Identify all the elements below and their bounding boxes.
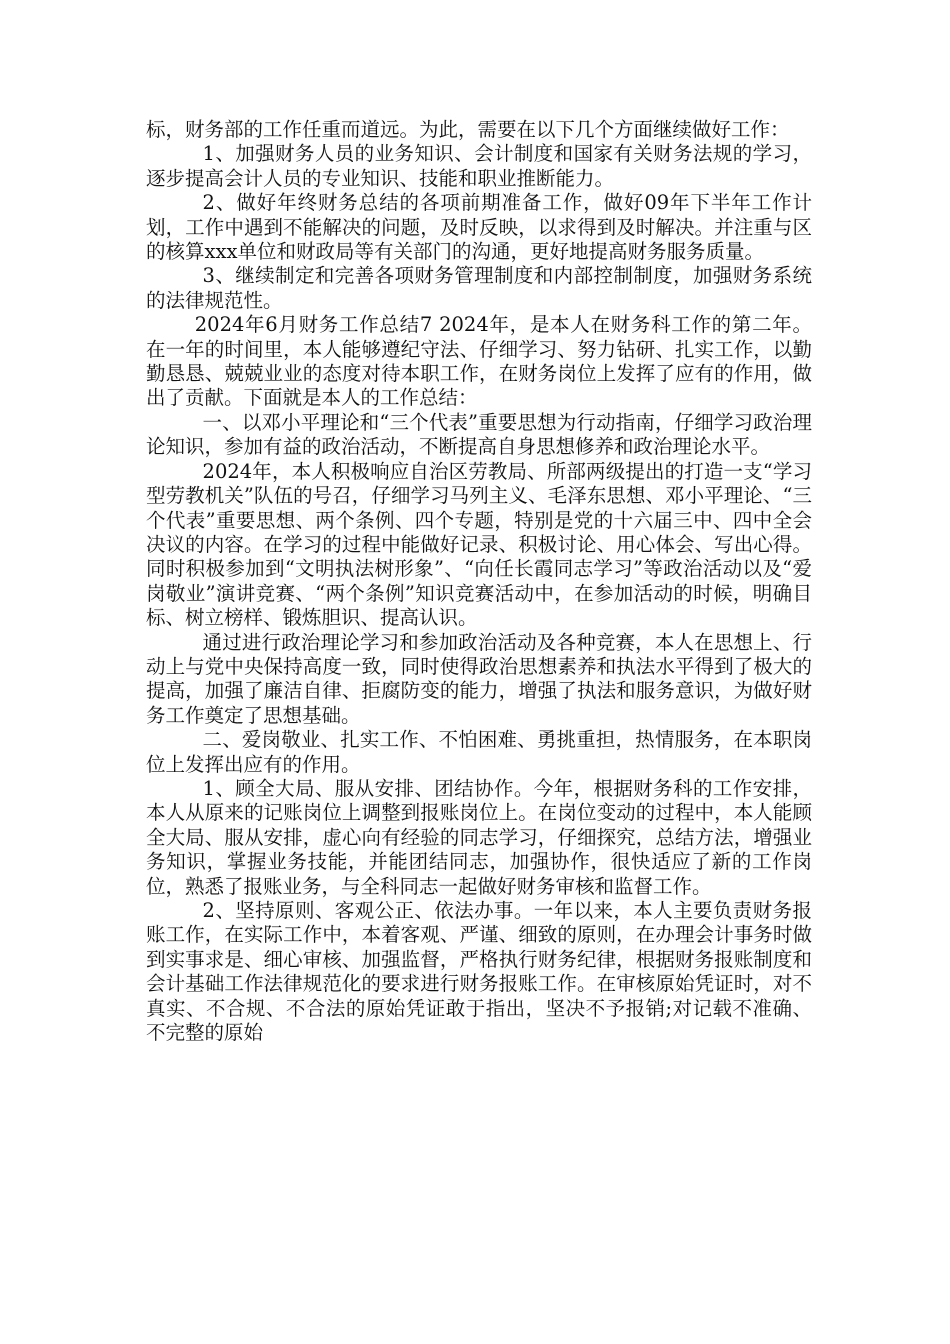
paragraph-3: 3、继续制定和完善各项财务管理制度和内部控制制度，加强财务系统的法律规范性。 — [146, 264, 812, 312]
paragraph-6: 2024年，本人积极响应自治区劳教局、所部两级提出的打造一支“学习型劳教机关”队伍的号召，仔细学习马列主义、毛泽东思想、邓小平理论、“三个代表”重要思想、两个条例、四个专题，特别是党的十六届三中、四中全会决议的内容。在学习的过程中能做好记录、积极讨论、用心体会、写出心得。同时积极参加到“文明执法树形象”、“向任长霞同志学习”等政治活动以及“爱岗敬业”演讲竞赛、“两个条例”知识竞赛活动中，在参加活动的时候，明确目标、树立榜样、锻炼胆识、提高认识。 — [146, 459, 812, 630]
paragraph-9: 1、顾全大局、服从安排、团结协作。今年，根据财务科的工作安排，本人从原来的记账岗位上调整到报账岗位上。在岗位变动的过程中，本人能顾全大局、服从安排，虚心向有经验的同志学习，仔细探究，总结方法，增强业务知识，掌握业务技能，并能团结同志，加强协作，很快适应了新的工作岗位，熟悉了报账业务，与全科同志一起做好财务审核和监督工作。 — [146, 776, 812, 898]
paragraph-5: 一、以邓小平理论和“三个代表”重要思想为行动指南，仔细学习政治理论知识，参加有益的政治活动，不断提高自身思想修养和政治理论水平。 — [146, 410, 812, 459]
paragraph-1: 1、加强财务人员的业务知识、会计制度和国家有关财务法规的学习，逐步提高会计人员的专业知识、技能和职业推断能力。 — [146, 142, 812, 190]
document-body — [146, 118, 812, 1045]
paragraph-7: 通过进行政治理论学习和参加政治活动及各种竞赛，本人在思想上、行动上与党中央保持高度一致，同时使得政治思想素养和执法水平得到了极大的提高，加强了廉洁自律、拒腐防变的能力，增强了执法和服务意识，为做好财务工作奠定了思想基础。 — [146, 630, 812, 727]
paragraph-4: 2024年6月财务工作总结7 2024年，是本人在财务科工作的第二年。在一年的时间里，本人能够遵纪守法、仔细学习、努力钻研、扎实工作，以勤勤恳恳、兢兢业业的态度对待本职工作，在财务岗位上发挥了应有的作用，做出了贡献。下面就是本人的工作总结： — [146, 313, 812, 410]
paragraph-2: 2、做好年终财务总结的各项前期准备工作，做好09年下半年工作计划，工作中遇到不能解决的问题，及时反映，以求得到及时解决。并注重与区的核算xxx单位和财政局等有关部门的沟通，更好地提高财务服务质量。 — [146, 191, 812, 264]
paragraph-0: 标，财务部的工作任重而道远。为此，需要在以下几个方面继续做好工作： — [146, 118, 790, 141]
paragraph-8: 二、爱岗敬业、扎实工作、不怕困难、勇挑重担，热情服务，在本职岗位上发挥出应有的作用。 — [146, 728, 812, 776]
paragraph-10: 2、坚持原则、客观公正、依法办事。一年以来，本人主要负责财务报账工作，在实际工作中，本着客观、严谨、细致的原则，在办理会计事务时做到实事求是、细心审核、加强监督，严格执行财务纪律，根据财务报账制度和会计基础工作法律规范化的要求进行财务报账工作。在审核原始凭证时，对不真实、不合规、不合法的原始凭证敢于指出，坚决不予报销;对记载不准确、不完整的原始 — [146, 899, 812, 1045]
